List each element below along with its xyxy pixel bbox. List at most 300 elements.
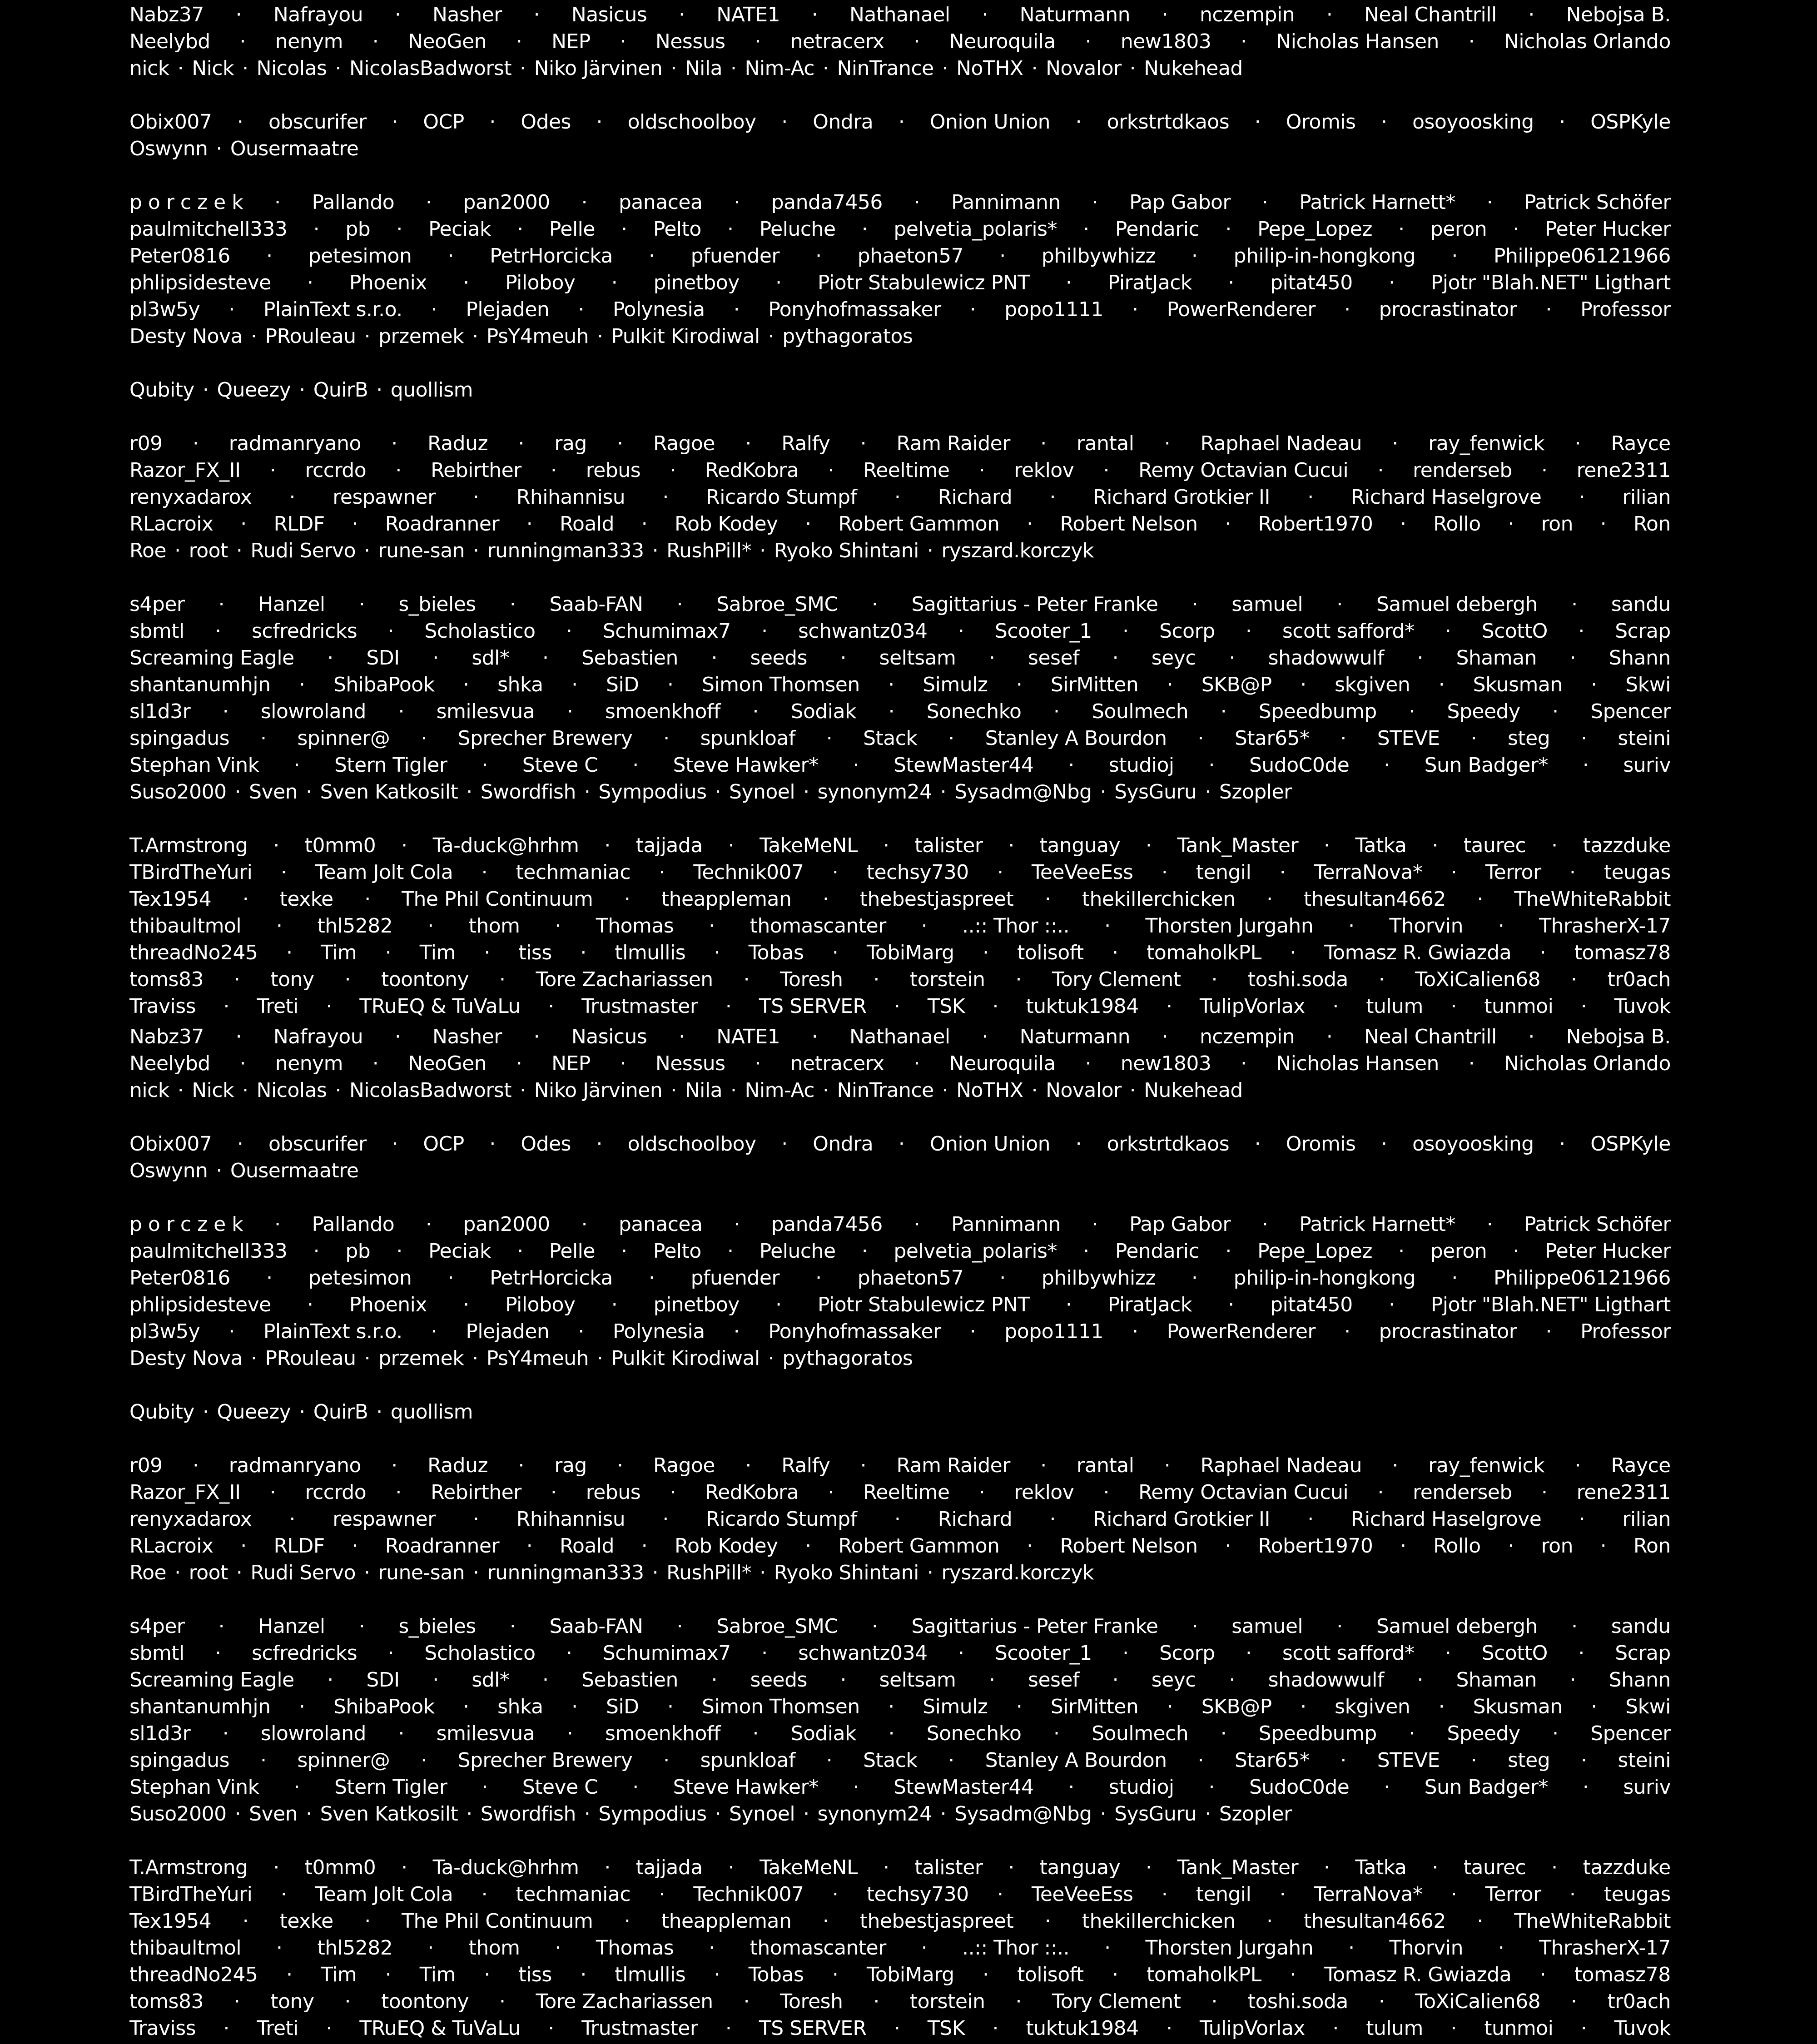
- credit-name: thekillerchicken: [1082, 1910, 1236, 1933]
- credit-name: Tatka: [1355, 834, 1407, 857]
- credit-name: rune-san: [378, 1561, 465, 1584]
- credit-name: Patrick Schöfer: [1524, 191, 1671, 214]
- separator-dot: ·: [237, 1132, 243, 1156]
- separator-dot: ·: [999, 1266, 1006, 1290]
- separator-dot: ·: [395, 1481, 402, 1504]
- separator-dot: ·: [364, 1910, 371, 1933]
- credit-name: thibaultmol: [129, 1936, 242, 1960]
- credit-name: rantal: [1077, 1454, 1134, 1477]
- separator-dot: ·: [1332, 995, 1339, 1018]
- credit-name: slowroland: [260, 1722, 366, 1745]
- credit-name: tulum: [1366, 2017, 1423, 2040]
- credit-name: Speedy: [1447, 1722, 1520, 1745]
- credit-name: Richard Haselgrove: [1350, 1508, 1542, 1531]
- credit-name: TobiMarg: [866, 1963, 954, 1986]
- credit-name: Stack: [863, 1749, 918, 1772]
- credit-name: Rudi Servo: [250, 539, 356, 562]
- credit-name: Nasher: [432, 3, 502, 26]
- separator-dot: ·: [1409, 700, 1415, 723]
- credits-group-r: [129, 430, 1671, 564]
- separator-dot: ·: [1477, 888, 1483, 911]
- separator-dot: ·: [1146, 834, 1152, 857]
- credit-name: Screaming Eagle: [129, 1668, 294, 1692]
- credit-name: Terror: [1485, 861, 1541, 884]
- separator-dot: ·: [1324, 834, 1330, 857]
- credit-name: TerraNova*: [1314, 861, 1423, 884]
- credit-name: Rollo: [1433, 512, 1481, 536]
- separator-dot: ·: [550, 459, 557, 482]
- credit-name: OCP: [423, 1132, 464, 1156]
- separator-dot: ·: [236, 539, 243, 562]
- separator-dot: ·: [517, 1240, 523, 1263]
- separator-dot: ·: [427, 1936, 434, 1960]
- credit-name: Roald: [559, 512, 615, 536]
- credit-name: Nicholas Hansen: [1276, 30, 1439, 53]
- credit-name: RLacroix: [129, 512, 213, 536]
- separator-dot: ·: [1164, 1454, 1171, 1477]
- credit-name: pelvetia_polaris*: [894, 218, 1057, 241]
- separator-dot: ·: [1477, 1910, 1483, 1933]
- separator-dot: ·: [921, 914, 928, 938]
- separator-dot: ·: [1103, 1481, 1109, 1504]
- credit-name: samuel: [1231, 593, 1303, 616]
- separator-dot: ·: [752, 1722, 759, 1745]
- credit-name: Trustmaster: [581, 995, 698, 1018]
- credit-name: Szopler: [1219, 780, 1292, 804]
- credit-name: Team Jolt Cola: [315, 861, 453, 884]
- separator-dot: ·: [1132, 1320, 1138, 1343]
- separator-dot: ·: [533, 1025, 540, 1048]
- separator-dot: ·: [313, 218, 320, 241]
- credit-name: Ousermaatre: [230, 137, 359, 160]
- credit-name: toms83: [129, 968, 204, 991]
- credit-name: seeds: [750, 1668, 807, 1692]
- separator-dot: ·: [861, 218, 868, 241]
- separator-dot: ·: [286, 941, 293, 964]
- separator-dot: ·: [1559, 110, 1565, 134]
- credit-name: RedKobra: [705, 459, 799, 482]
- separator-dot: ·: [1571, 593, 1578, 616]
- separator-dot: ·: [888, 1695, 894, 1718]
- credits-group-o: [129, 109, 1671, 162]
- credits-line: [129, 1774, 1671, 1801]
- credit-name: Oromis: [1286, 1132, 1356, 1156]
- credit-name: PlainText s.r.o.: [263, 1320, 402, 1343]
- separator-dot: ·: [715, 1802, 721, 1826]
- separator-dot: ·: [396, 218, 402, 241]
- credit-name: thebestjaspreet: [859, 1910, 1014, 1933]
- credit-name: Patrick Harnett*: [1299, 191, 1455, 214]
- credit-name: Nathanael: [849, 1025, 950, 1048]
- credit-name: Schumimax7: [602, 620, 731, 643]
- credit-name: rune-san: [378, 539, 465, 562]
- separator-dot: ·: [1122, 1642, 1129, 1665]
- separator-dot: ·: [335, 57, 341, 80]
- credit-name: Remy Octavian Cucui: [1138, 1481, 1349, 1504]
- credit-name: Sysadm@Nbg: [954, 1802, 1092, 1826]
- credit-name: obscurifer: [268, 1132, 367, 1156]
- credit-name: rccrdo: [305, 459, 367, 482]
- separator-dot: ·: [1122, 620, 1129, 643]
- credit-name: SirMitten: [1050, 1695, 1139, 1718]
- credit-name: paulmitchell333: [129, 1240, 288, 1263]
- separator-dot: ·: [1027, 512, 1033, 536]
- credit-name: Plejaden: [466, 1320, 550, 1343]
- credit-name: tunmoi: [1484, 2017, 1554, 2040]
- credit-name: TakeMeNL: [760, 1856, 858, 1879]
- credits-line: [129, 939, 1671, 966]
- credit-name: samuel: [1231, 1615, 1303, 1638]
- credit-name: Ralfy: [781, 1454, 830, 1477]
- credit-name: TRuEQ & TuVaLu: [359, 995, 521, 1018]
- credit-name: pinetboy: [653, 1293, 740, 1316]
- credits-group-n: [129, 1023, 1671, 1104]
- separator-dot: ·: [982, 3, 988, 26]
- credit-name: tanguay: [1039, 1856, 1121, 1879]
- credit-name: smoenkhoff: [605, 1722, 720, 1745]
- credit-name: Nicolas: [256, 57, 327, 80]
- credit-name: oldschoolboy: [627, 110, 756, 134]
- credit-name: SudoC0de: [1249, 754, 1350, 777]
- credit-name: Nabz37: [129, 3, 204, 26]
- separator-dot: ·: [1348, 1936, 1355, 1960]
- separator-dot: ·: [641, 512, 648, 536]
- credit-name: PetrHorcicka: [490, 1266, 613, 1290]
- credit-name: tanguay: [1039, 834, 1121, 857]
- separator-dot: ·: [215, 1642, 221, 1665]
- credit-name: Naturmann: [1019, 3, 1131, 26]
- credit-name: spinner@: [297, 727, 390, 750]
- credit-name: s4per: [129, 593, 185, 616]
- credit-name: threadNo245: [129, 1963, 258, 1986]
- separator-dot: ·: [215, 620, 221, 643]
- credit-name: Terror: [1485, 1883, 1541, 1906]
- credit-name: Steve C: [522, 754, 598, 777]
- credit-name: Steve Hawker*: [673, 754, 819, 777]
- credit-name: Toresh: [780, 968, 843, 991]
- credit-name: Stephan Vink: [129, 1776, 259, 1799]
- credit-name: Suso2000: [129, 1802, 227, 1826]
- credit-name: Sodiak: [790, 700, 857, 723]
- credit-name: Nabz37: [129, 1025, 204, 1048]
- separator-dot: ·: [743, 968, 750, 991]
- credit-name: orkstrtdkaos: [1107, 110, 1230, 134]
- credit-name: Peter0816: [129, 1266, 230, 1290]
- separator-dot: ·: [251, 325, 257, 348]
- separator-dot: ·: [1344, 1320, 1350, 1343]
- separator-dot: ·: [1432, 834, 1438, 857]
- separator-dot: ·: [1040, 1454, 1047, 1477]
- credit-name: pfuender: [690, 1266, 779, 1290]
- separator-dot: ·: [242, 888, 249, 911]
- credits-line: [129, 1988, 1671, 2015]
- credit-name: SDI: [366, 1668, 400, 1692]
- credit-name: pl3w5y: [129, 298, 200, 321]
- separator-dot: ·: [276, 914, 283, 938]
- separator-dot: ·: [327, 1668, 333, 1692]
- separator-dot: ·: [1340, 1749, 1346, 1772]
- separator-dot: ·: [396, 1240, 402, 1263]
- separator-dot: ·: [427, 914, 434, 938]
- credit-name: Sven: [249, 780, 298, 804]
- separator-dot: ·: [286, 1963, 293, 1986]
- credit-name: SKB@P: [1201, 673, 1272, 696]
- credits-line: [129, 269, 1671, 296]
- separator-dot: ·: [1578, 620, 1584, 643]
- separator-dot: ·: [1498, 914, 1504, 938]
- credit-name: tolisoft: [1017, 1963, 1084, 1986]
- separator-dot: ·: [1008, 1856, 1014, 1879]
- credits-line: [129, 1077, 1671, 1104]
- credit-name: Sven: [249, 1802, 298, 1826]
- credit-name: Tank_Master: [1177, 834, 1299, 857]
- credit-name: Phoenix: [349, 1293, 427, 1316]
- credit-name: Rayce: [1611, 432, 1671, 455]
- credit-name: Rhihannisu: [516, 486, 626, 509]
- credit-name: talister: [914, 834, 983, 857]
- credit-name: Pepe_Lopez: [1257, 1240, 1372, 1263]
- separator-dot: ·: [1161, 861, 1168, 884]
- credit-name: new1803: [1120, 1052, 1211, 1075]
- credit-name: Neal Chantrill: [1364, 3, 1497, 26]
- separator-dot: ·: [392, 110, 398, 134]
- separator-dot: ·: [1225, 1240, 1231, 1263]
- separator-dot: ·: [239, 1052, 246, 1075]
- separator-dot: ·: [733, 298, 740, 321]
- credit-name: Tore Zachariassen: [536, 1990, 713, 2013]
- separator-dot: ·: [1197, 1749, 1204, 1772]
- separator-dot: ·: [1191, 1266, 1198, 1290]
- credit-name: Skusman: [1473, 1695, 1563, 1718]
- separator-dot: ·: [1016, 673, 1023, 696]
- credit-name: SDI: [366, 646, 400, 670]
- separator-dot: ·: [566, 1722, 573, 1745]
- separator-dot: ·: [1600, 1534, 1607, 1558]
- credit-name: Pelle: [549, 218, 595, 241]
- credit-name: Simulz: [923, 673, 988, 696]
- separator-dot: ·: [1513, 218, 1519, 241]
- separator-dot: ·: [659, 861, 665, 884]
- separator-dot: ·: [1103, 459, 1109, 482]
- credit-name: Skusman: [1473, 673, 1563, 696]
- credits-line: [129, 752, 1671, 779]
- credits-group-q: [129, 1399, 1671, 1425]
- separator-dot: ·: [730, 57, 737, 80]
- separator-dot: ·: [1053, 700, 1060, 723]
- credit-name: NoTHX: [956, 57, 1023, 80]
- separator-dot: ·: [533, 3, 540, 26]
- separator-dot: ·: [676, 1615, 683, 1638]
- credit-name: Roe: [129, 1561, 167, 1584]
- separator-dot: ·: [387, 620, 394, 643]
- separator-dot: ·: [1400, 1534, 1406, 1558]
- credit-name: Raduz: [427, 432, 488, 455]
- credit-name: Speedbump: [1258, 1722, 1377, 1745]
- separator-dot: ·: [1266, 888, 1273, 911]
- separator-dot: ·: [499, 968, 506, 991]
- separator-dot: ·: [566, 620, 572, 643]
- credit-name: Naturmann: [1019, 1025, 1131, 1048]
- credit-name: toshi.soda: [1247, 1990, 1348, 2013]
- credit-name: teugas: [1604, 861, 1671, 884]
- separator-dot: ·: [768, 1347, 774, 1370]
- credit-name: Nessus: [655, 30, 725, 53]
- credit-name: Tory Clement: [1052, 1990, 1181, 2013]
- separator-dot: ·: [289, 1508, 295, 1531]
- credit-name: Scrap: [1615, 620, 1671, 643]
- credit-name: tazzduke: [1583, 834, 1671, 857]
- separator-dot: ·: [873, 1990, 879, 2013]
- separator-dot: ·: [761, 1642, 768, 1665]
- separator-dot: ·: [871, 593, 878, 616]
- credits-line: [129, 1050, 1671, 1077]
- separator-dot: ·: [727, 1240, 734, 1263]
- credit-name: Ponyhofmassaker: [768, 298, 941, 321]
- separator-dot: ·: [376, 378, 382, 402]
- credit-name: scott safford*: [1282, 1642, 1415, 1665]
- separator-dot: ·: [1254, 1132, 1261, 1156]
- separator-dot: ·: [542, 646, 549, 670]
- separator-dot: ·: [1261, 191, 1268, 214]
- separator-dot: ·: [578, 1320, 584, 1343]
- credit-name: scfredricks: [251, 620, 357, 643]
- credit-name: Onion Union: [929, 110, 1051, 134]
- separator-dot: ·: [1498, 1936, 1504, 1960]
- credit-name: Pallando: [312, 1213, 395, 1236]
- separator-dot: ·: [1246, 620, 1252, 643]
- separator-dot: ·: [391, 1454, 397, 1477]
- credit-name: Nasher: [432, 1025, 502, 1048]
- separator-dot: ·: [860, 432, 867, 455]
- credits-line: [129, 1935, 1671, 1961]
- credits-line: [129, 484, 1671, 511]
- credits-line: [129, 1291, 1671, 1318]
- credit-name: RushPill*: [666, 539, 752, 562]
- separator-dot: ·: [1336, 593, 1343, 616]
- separator-dot: ·: [1384, 1776, 1390, 1799]
- credits-line: [129, 1, 1671, 28]
- separator-dot: ·: [826, 1749, 833, 1772]
- separator-dot: ·: [734, 191, 740, 214]
- separator-dot: ·: [1450, 995, 1457, 1018]
- separator-dot: ·: [1392, 432, 1398, 455]
- credit-name: Richard Grotkier II: [1093, 1508, 1270, 1531]
- separator-dot: ·: [307, 271, 313, 294]
- credit-name: thom: [468, 914, 520, 938]
- separator-dot: ·: [1044, 1910, 1051, 1933]
- separator-dot: ·: [709, 1936, 715, 1960]
- separator-dot: ·: [730, 1079, 737, 1102]
- separator-dot: ·: [1580, 995, 1587, 1018]
- credits-line: [129, 243, 1671, 269]
- credit-name: Raduz: [427, 1454, 488, 1477]
- separator-dot: ·: [624, 888, 630, 911]
- credits-line: [129, 913, 1671, 939]
- separator-dot: ·: [992, 995, 998, 1018]
- credit-name: Ron: [1633, 512, 1671, 536]
- credit-name: sbmtl: [129, 1642, 184, 1665]
- credit-name: TSK: [927, 995, 965, 1018]
- credit-name: Pap Gabor: [1129, 191, 1231, 214]
- separator-dot: ·: [1571, 1615, 1578, 1638]
- credit-name: RLDF: [273, 512, 325, 536]
- separator-dot: ·: [1065, 1293, 1072, 1316]
- separator-dot: ·: [218, 593, 225, 616]
- separator-dot: ·: [1279, 861, 1286, 884]
- separator-dot: ·: [1229, 646, 1236, 670]
- separator-dot: ·: [463, 271, 469, 294]
- separator-dot: ·: [822, 888, 829, 911]
- separator-dot: ·: [1225, 218, 1231, 241]
- credit-name: thekillerchicken: [1082, 888, 1236, 911]
- separator-dot: ·: [192, 1454, 199, 1477]
- separator-dot: ·: [463, 1293, 469, 1316]
- credit-name: Ragoe: [653, 1454, 715, 1477]
- credit-name: spingadus: [129, 1749, 230, 1772]
- separator-dot: ·: [826, 727, 833, 750]
- separator-dot: ·: [1332, 2017, 1339, 2040]
- credit-name: Tex1954: [129, 888, 212, 911]
- credit-name: ..:: Thor ::..: [962, 914, 1070, 938]
- credit-name: RushPill*: [666, 1561, 752, 1584]
- separator-dot: ·: [306, 1802, 312, 1826]
- separator-dot: ·: [372, 30, 379, 53]
- separator-dot: ·: [1167, 1695, 1173, 1718]
- separator-dot: ·: [447, 244, 454, 268]
- separator-dot: ·: [234, 1802, 241, 1826]
- credit-name: ScottO: [1481, 620, 1548, 643]
- credit-name: Odes: [521, 110, 571, 134]
- separator-dot: ·: [861, 1240, 868, 1263]
- credit-name: Rob Kodey: [675, 1534, 778, 1558]
- separator-dot: ·: [1129, 1079, 1136, 1102]
- credit-name: seyc: [1151, 646, 1196, 670]
- credit-name: Sun Badger*: [1424, 754, 1549, 777]
- separator-dot: ·: [526, 1534, 533, 1558]
- credits-group-o: [129, 1131, 1671, 1184]
- credits-line: [129, 698, 1671, 725]
- separator-dot: ·: [352, 512, 358, 536]
- credit-name: Robert1970: [1258, 512, 1373, 536]
- credit-name: sdl*: [472, 646, 510, 670]
- separator-dot: ·: [652, 539, 659, 562]
- separator-dot: ·: [1545, 1320, 1552, 1343]
- credit-name: pan2000: [463, 1213, 550, 1236]
- separator-dot: ·: [1417, 646, 1423, 670]
- credit-name: Neuroquila: [949, 1052, 1056, 1075]
- separator-dot: ·: [489, 110, 496, 134]
- credit-name: Nicolas: [256, 1079, 327, 1102]
- credit-name: Samuel debergh: [1376, 1615, 1538, 1638]
- separator-dot: ·: [1438, 673, 1445, 696]
- separator-dot: ·: [358, 1615, 365, 1638]
- credit-name: petesimon: [308, 244, 412, 268]
- separator-dot: ·: [1551, 1856, 1558, 1879]
- separator-dot: ·: [1384, 754, 1390, 777]
- credit-name: Stanley A Bourdon: [985, 1749, 1167, 1772]
- credit-name: new1803: [1120, 30, 1211, 53]
- credit-name: Ram Raider: [896, 432, 1010, 455]
- credit-name: Traviss: [129, 995, 196, 1018]
- credit-name: Nila: [685, 1079, 723, 1102]
- credit-name: Hanzel: [258, 1615, 325, 1638]
- credit-name: NEP: [551, 30, 591, 53]
- separator-dot: ·: [481, 861, 488, 884]
- credit-name: talister: [914, 1856, 983, 1879]
- credit-name: Stack: [863, 727, 918, 750]
- separator-dot: ·: [421, 727, 427, 750]
- credit-name: texke: [279, 888, 333, 911]
